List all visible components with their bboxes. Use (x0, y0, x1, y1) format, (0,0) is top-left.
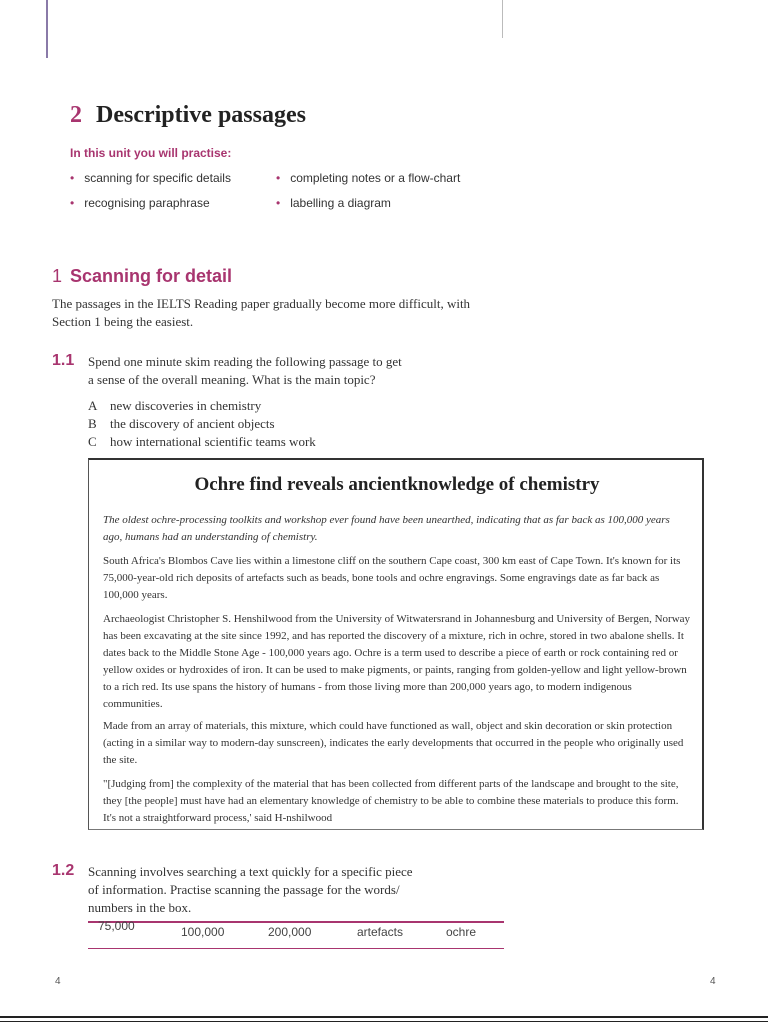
margin-line-right (502, 0, 503, 38)
unit-title: Descriptive passages (96, 102, 306, 128)
reading-passage (88, 458, 704, 830)
skill-item: • labelling a diagram (276, 196, 391, 210)
section-heading (52, 266, 232, 287)
passage-paragraph: Made from an array of materials, this mixture, which could have functioned as wall, object and skin decoration or skin protection (acting in a similar way to modern-day sunscreen), indicates the early developments that occurred in the people who originally used the site. (103, 720, 684, 766)
margin-line-left (46, 0, 48, 58)
word-box-item: ochre (446, 925, 477, 939)
passage-paragraph: Archaeologist Christopher S. Henshilwood from the University of Witwatersrand in Johannesburg and University of Bergen, Norway has been excavating at the site since 1992, and has reported the discovery of a mixture, rich in ochre, stored in two abalone shells. It dates back to the Middle Stone Age - 100,000 years ago. Ochre is a term used to describe a piece of earth or rock containing red or yellow oxides or hydroxides of iron. It can be used to make pigments, or paints, ranging from golden-yellow and light yellow-brown to a rich red. Its use spans the history of humans - from those living more than 200,000 years ago, to modern indigenous communities. (103, 613, 691, 710)
word-box-item: 200,000 (268, 925, 312, 939)
word-box-item: 75,000 (98, 919, 135, 933)
passage-subtitle: The oldest ochre-processing toolkits and workshop ever found have been unearthed, indicating that as far back as 100,000 years ago, humans had an understanding of chemistry. (103, 514, 670, 543)
section-title: Scanning for detail (70, 266, 233, 286)
answer-option-c[interactable]: C how international scientific teams work (88, 434, 316, 449)
word-box-top-rule (88, 921, 504, 923)
page-number-left: 4 (55, 976, 61, 987)
unit-number: 2 (70, 102, 82, 128)
question-text: of information. Practise scanning the passage for the words/ (88, 882, 400, 897)
word-box-item: artefacts (357, 925, 404, 939)
question-text: a sense of the overall meaning. What is the main topic? (88, 372, 376, 387)
passage-paragraph: "[Judging from] the complexity of the material that has been collected from different parts of the landscape and brought to the site, they [the people] must have had an elementary knowledge of chemistry to be able to combine these materials to produce this form. It's not a straightforward process,' said H-nshilwood (103, 778, 679, 824)
passage-paragraph: South Africa's Blombos Cave lies within a limestone cliff on the southern Cape coast, 300 km east of Cape Town. It's known for its 75,000-year-old rich deposits of artefacts such as beads, bone tools and ochre engravings. Some engravings date as far back as 100,000 years. (103, 555, 681, 601)
passage-title: Ochre find reveals ancientknowledge of chemistry (194, 474, 600, 495)
section-number: 1 (52, 266, 63, 286)
skill-item: • completing notes or a flow-chart (276, 171, 461, 185)
word-box-item: 100,000 (181, 925, 225, 939)
page-number-right: 4 (710, 976, 716, 987)
question-text: Scanning involves searching a text quickly for a specific piece (88, 864, 413, 879)
skill-item: • scanning for specific details (70, 171, 231, 185)
question-text: numbers in the box. (88, 900, 192, 915)
skill-item: • recognising paraphrase (70, 196, 210, 210)
word-box-bottom-rule (88, 948, 504, 949)
bottom-rule (0, 1021, 768, 1022)
section-intro-text: The passages in the IELTS Reading paper gradually become more difficult, with Section 1 being the easiest. (52, 296, 471, 329)
unit-heading (70, 102, 306, 129)
answer-option-a[interactable]: A new discoveries in chemistry (88, 398, 262, 413)
question-number: 1.1 (52, 352, 75, 369)
bottom-rule (0, 1016, 768, 1018)
question-text: Spend one minute skim reading the following passage to get (88, 354, 402, 369)
answer-option-b[interactable]: B the discovery of ancient objects (88, 416, 275, 431)
unit-intro: In this unit you will practise: (70, 146, 232, 160)
question-number: 1.2 (52, 862, 75, 879)
